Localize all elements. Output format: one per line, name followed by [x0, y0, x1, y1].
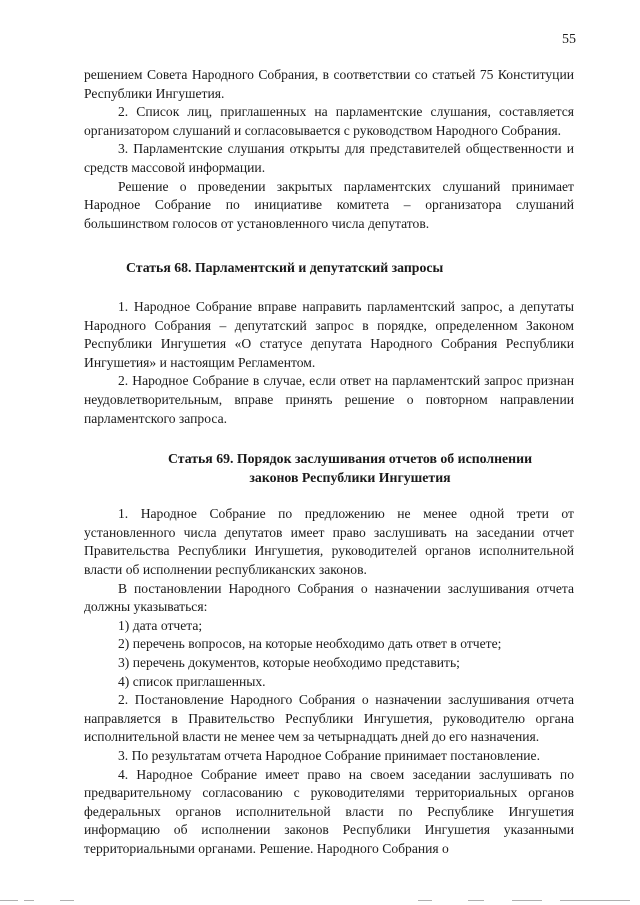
paragraph: решением Совета Народного Собрания, в соответствии со статьей 75 Конституции Республики Ингушетия. [84, 67, 574, 101]
paragraph: 3. Парламентские слушания открыты для представителей общественности и средств массовой информации. [84, 141, 574, 175]
paragraph: 2. Постановление Народного Собрания о назначении заслушивания отчета направляется в Правительство Республики Ингушетия, руководителю органа исполнительной власти не менее чем за четырнадцать дней до его назначения. [84, 692, 574, 745]
article-68-heading: Статья 68. Парламентский и депутатский запросы [126, 260, 444, 276]
paragraph: 1. Народное Собрание вправе направить парламентский запрос, а депутаты Народного Собрания – депутатский запрос в порядке, определенном Законом Республики Ингушетия «О статусе депутата Народного Собрания Республики Ингушетия» и настоящим Регламентом. [84, 298, 574, 370]
article-69-body [84, 505, 574, 858]
list-item: 2) перечень вопросов, на которые необходимо дать ответ в отчете; [118, 636, 502, 652]
paragraph: 1. Народное Собрание по предложению не менее одной трети от установленного числа депутатов имеет право заслушивать на заседании отчет Правительства Республики Ингушетия, руководителей органов исполнительной власти об исполнении республиканских законов. [84, 506, 574, 578]
paragraph: В постановлении Народного Собрания о назначении заслушивания отчета должны указываться: [84, 580, 574, 615]
continuation-block [84, 66, 574, 233]
page-number: 55 [562, 32, 576, 47]
paragraph: 3. По результатам отчета Народное Собрание принимает постановление. [118, 748, 540, 763]
article-69-heading [84, 450, 574, 487]
list-item: 3) перечень документов, которые необходимо представить; [118, 655, 460, 671]
article-68-body [84, 298, 574, 428]
paragraph: Решение о проведении закрытых парламентских слушаний принимает Народное Собрание по инициативе комитета – организатора слушаний большинством голосов от установленного числа депутатов. [84, 178, 574, 231]
paragraph: 2. Народное Собрание в случае, если ответ на парламентский запрос признан неудовлетворительным, вправе принять решение о повторном направлении парламентского запроса. [84, 373, 574, 426]
list-item: 1) дата отчета; [118, 617, 203, 633]
list-item: 4) список приглашенных. [118, 673, 266, 689]
paragraph: 4. Народное Собрание имеет право на своем заседании заслушивать по предварительному согласованию с руководителями территориальных органов федеральных органов исполнительной власти по Республике Ингушетия информацию об исполнении законов Республики Ингушетия указанными территориальными органами. Решение. Народного Собрания о [84, 766, 574, 856]
scan-artifacts [0, 895, 640, 901]
article-69-heading-line2: законов Республики Ингушетия [249, 469, 451, 485]
article-69-heading-line1: Статья 69. Порядок заслушивания отчетов об исполнении [167, 451, 533, 467]
paragraph: 2. Список лиц, приглашенных на парламентские слушания, составляется организатором слушаний и согласовывается с руководством Народного Собрания. [84, 104, 574, 138]
document-body [84, 66, 574, 859]
